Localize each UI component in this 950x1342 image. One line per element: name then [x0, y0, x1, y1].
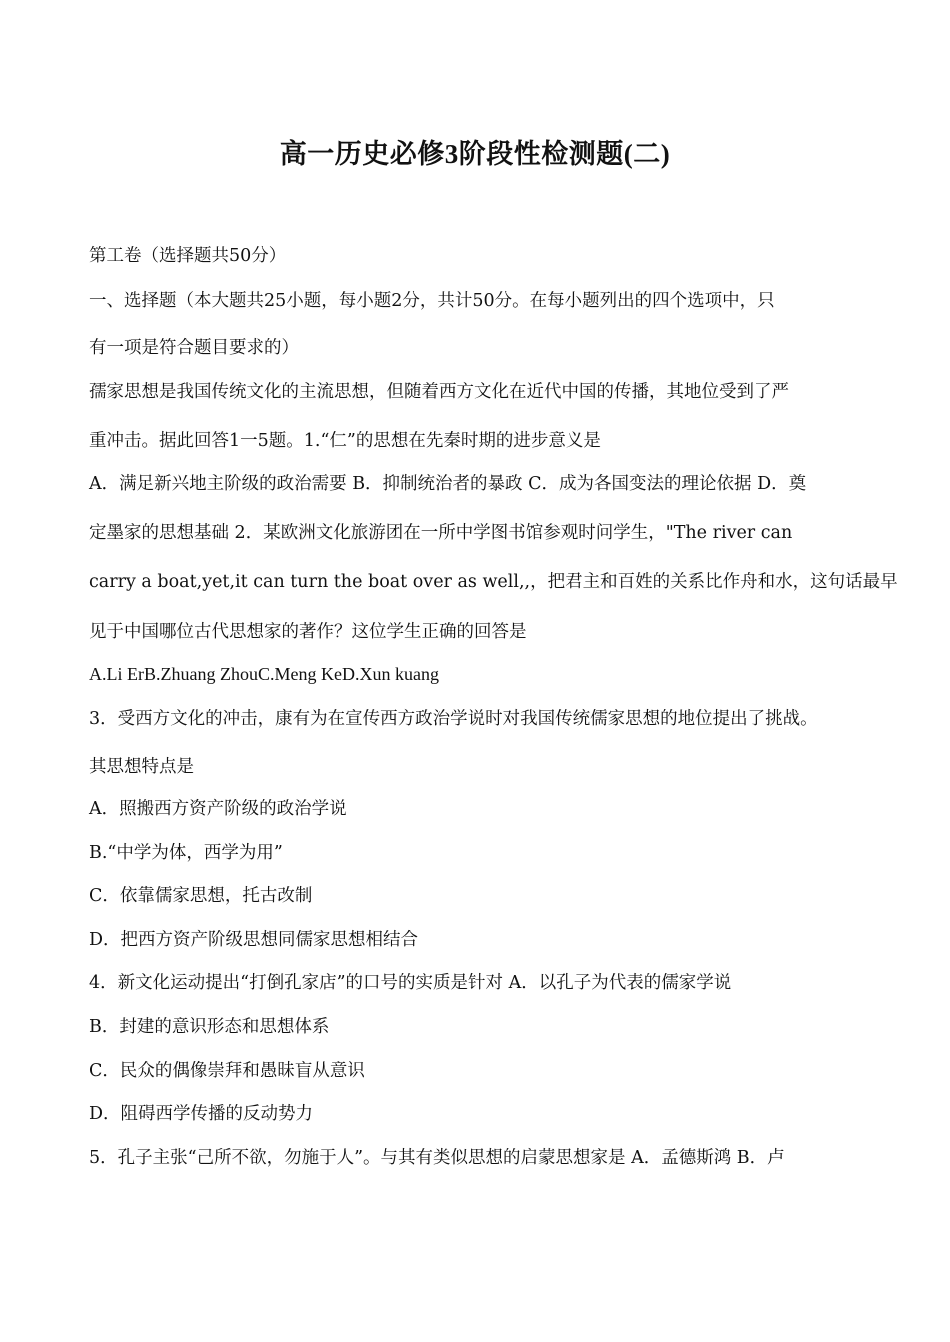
question-2-line-2: carry a boat,yet,it can turn the boat over as well,,，把君主和百姓的关系比作舟和水，这句话最早: [89, 572, 898, 592]
question-5-line-1: 5．孔子主张“己所不欲，勿施于人”。与其有类似思想的启蒙思想家是 A．孟德斯鸿 B．卢: [89, 1148, 785, 1168]
question-4-option-b: B．封建的意识形态和思想体系: [89, 1017, 330, 1037]
passage-line-2: 重冲击。据此回答1一5题。1.“仁”的思想在先秦时期的进步意义是: [89, 431, 601, 451]
question-3-line-2: 其思想特点是: [89, 757, 194, 777]
question-3-option-a: A．照搬西方资产阶级的政治学说: [89, 799, 347, 819]
section-heading: 第工卷（选择题共50分）: [89, 246, 287, 266]
question-3-option-c: C．依靠儒家思想，托古改制: [89, 886, 313, 906]
passage-line-1: 孺家思想是我国传统文化的主流思想，但随着西方文化在近代中国的传播，其地位受到了严: [89, 382, 789, 402]
question-4-option-c: C．民众的偶像崇拜和愚昧盲从意识: [89, 1061, 365, 1081]
instructions-line-2: 有一项是符合题目要求的）: [89, 338, 299, 358]
question-2-options: A.Li ErB.Zhuang ZhouC.Meng KeD.Xun kuang: [89, 664, 439, 684]
question-2-line-3: 见于中国哪位古代思想家的著作？这位学生正确的回答是: [89, 622, 527, 642]
question-3-option-b: B.“中学为体，西学为用”: [89, 843, 283, 863]
instructions-line-1: 一、选择题（本大题共25小题，每小题2分，共计50分。在每小题列出的四个选项中，只: [89, 291, 775, 311]
question-3-option-d: D．把西方资产阶级思想同儒家思想相结合: [89, 930, 419, 950]
question-2-line-1: 定墨家的思想基础 2．某欧洲文化旅游团在一所中学图书馆参观时问学生，"The river can: [89, 523, 793, 543]
question-4-line-1: 4．新文化运动提出“打倒孔家店”的口号的实质是针对 A．以孔子为代表的儒家学说: [89, 973, 732, 993]
question-4-option-d: D．阻碍西学传播的反动势力: [89, 1104, 314, 1124]
question-1-options: A．满足新兴地主阶级的政治需要 B．抑制统治者的暴政 C．成为各国变法的理论依据 D．奠: [89, 474, 807, 494]
question-3-line-1: 3．受西方文化的冲击，康有为在宣传西方政治学说时对我国传统儒家思想的地位提出了挑战。: [89, 709, 818, 729]
document-title: 高一历史必修3阶段性检测题(二): [279, 139, 671, 169]
